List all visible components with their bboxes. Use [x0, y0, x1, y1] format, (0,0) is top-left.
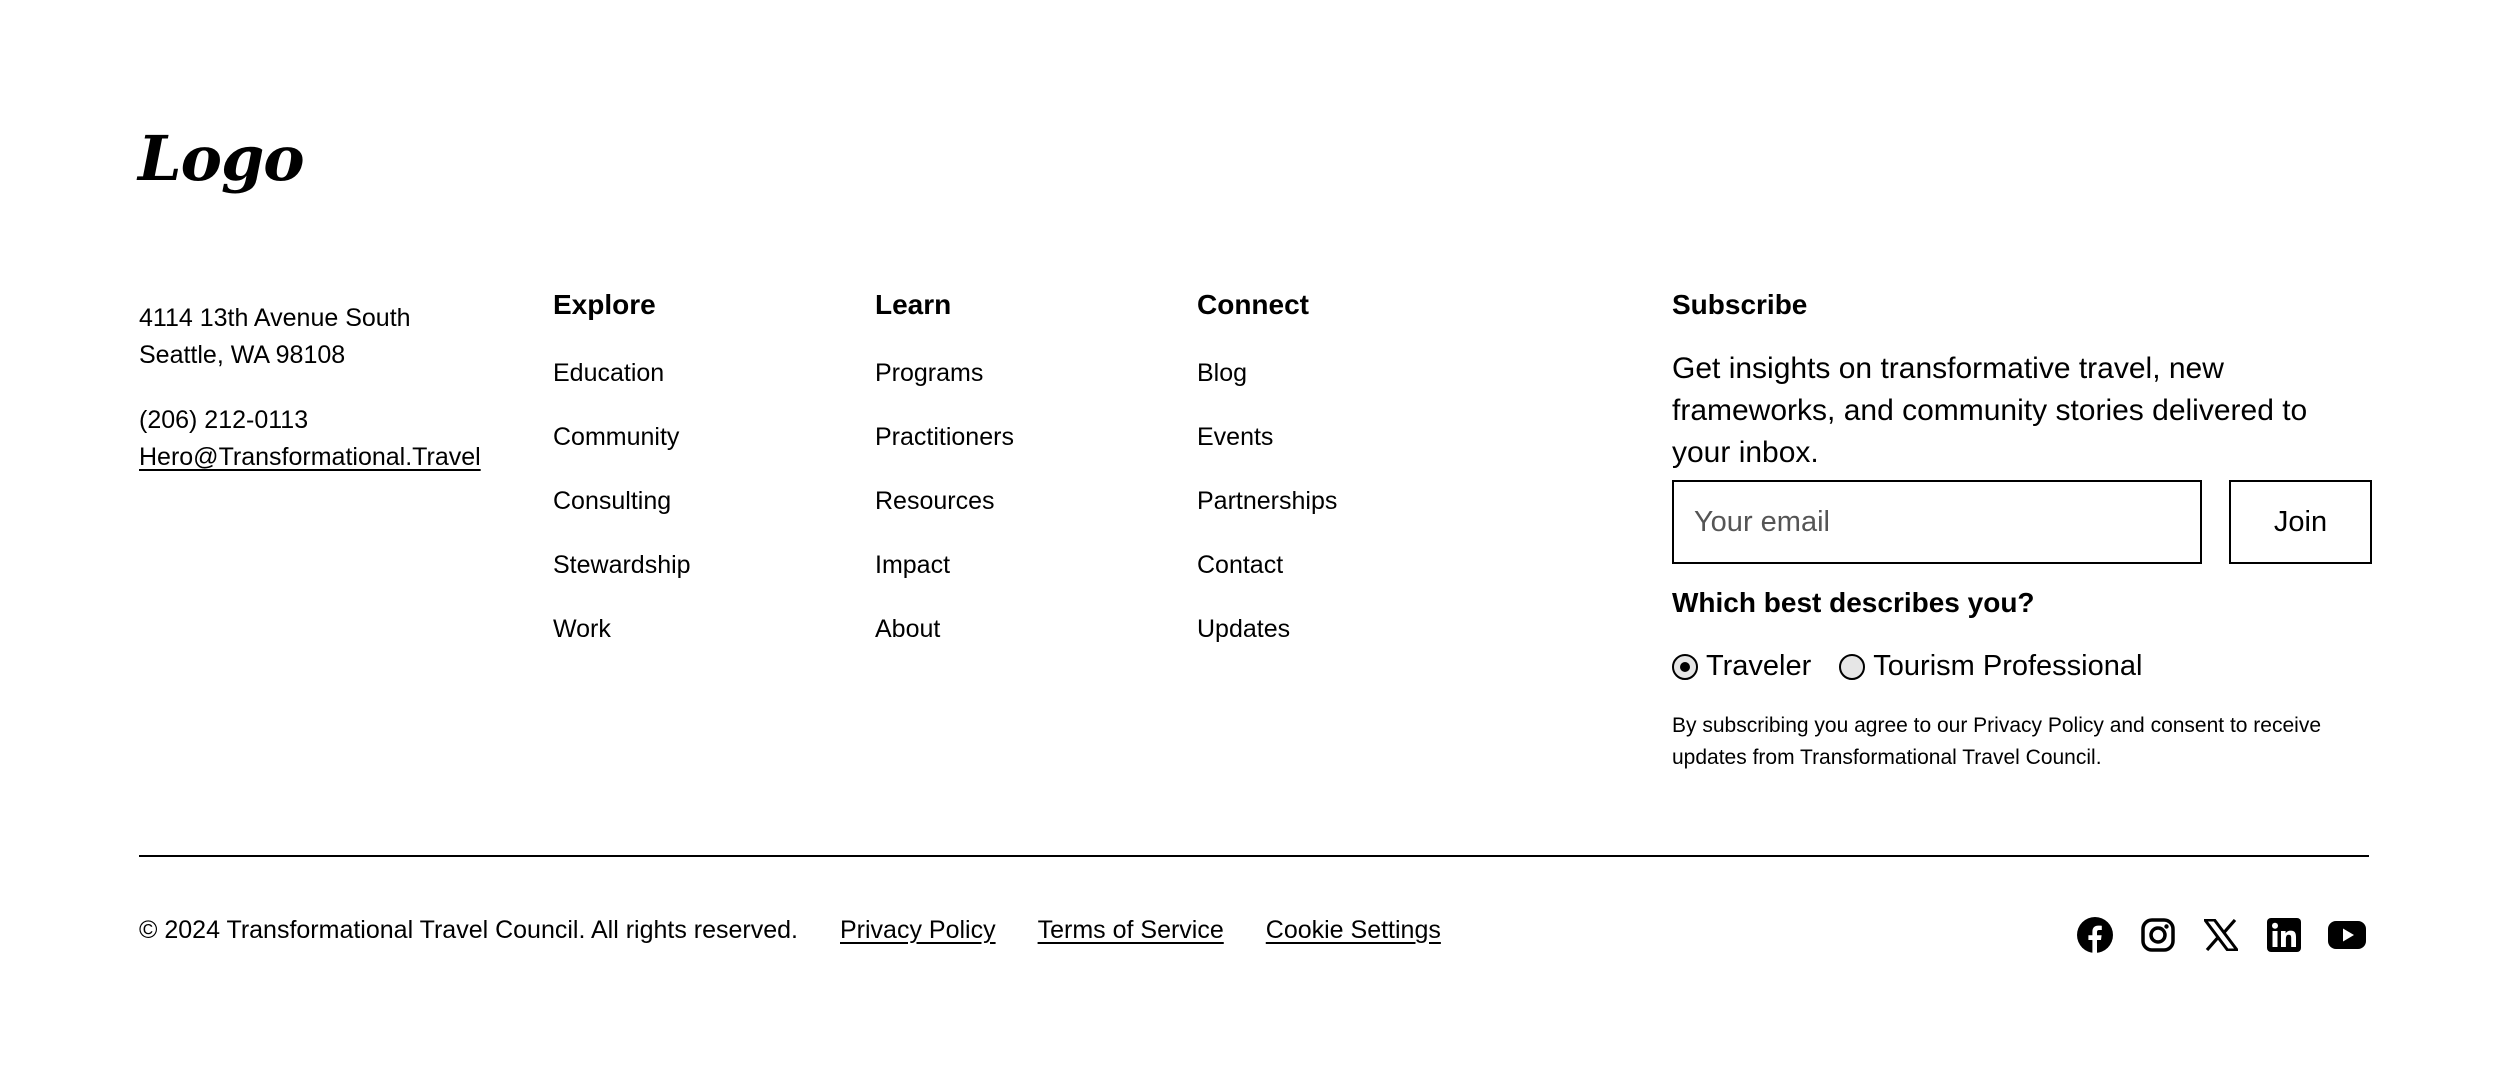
learn-link-impact[interactable]: Impact [875, 551, 951, 579]
email-input[interactable] [1672, 480, 2202, 564]
radio-tourism-professional-label: Tourism Professional [1873, 650, 2143, 682]
copyright-text: © 2024 Transformational Travel Council. All rights reserved. [139, 916, 798, 944]
learn-link-about[interactable]: About [875, 615, 941, 643]
youtube-icon[interactable] [2328, 916, 2366, 954]
x-icon[interactable] [2202, 916, 2240, 954]
learn-link-resources[interactable]: Resources [875, 487, 995, 515]
explore-column [553, 290, 691, 678]
connect-link-contact[interactable]: Contact [1197, 551, 1284, 579]
subscribe-section [1672, 289, 2372, 769]
footer-divider [139, 855, 2369, 857]
address-line-1: 4114 13th Avenue South [139, 304, 411, 332]
terms-of-service-link[interactable]: Terms of Service [1037, 916, 1224, 944]
learn-heading: Learn [875, 289, 952, 320]
privacy-policy-link[interactable]: Privacy Policy [840, 916, 996, 944]
radio-traveler-button[interactable] [1672, 654, 1698, 680]
explore-link-community[interactable]: Community [553, 423, 680, 451]
phone-number: (206) 212-0113 [139, 406, 309, 434]
join-button[interactable]: Join [2229, 480, 2372, 564]
contact-info [139, 300, 481, 476]
connect-link-events[interactable]: Events [1197, 423, 1274, 451]
explore-link-consulting[interactable]: Consulting [553, 487, 672, 515]
learn-link-programs[interactable]: Programs [875, 359, 984, 387]
connect-link-partnerships[interactable]: Partnerships [1197, 487, 1338, 515]
social-links [2076, 916, 2366, 954]
cookie-settings-link[interactable]: Cookie Settings [1265, 916, 1441, 944]
explore-link-work[interactable]: Work [553, 615, 611, 643]
address-line-2: Seattle, WA 98108 [139, 341, 346, 369]
logo[interactable]: Logo [138, 122, 304, 195]
subscribe-description: Get insights on transformative travel, new frameworks, and community stories delivered to your inbox. [1672, 352, 2308, 469]
explore-link-education[interactable]: Education [553, 359, 665, 387]
instagram-icon[interactable] [2139, 916, 2177, 954]
email-link[interactable]: Hero@Transformational.Travel [139, 443, 481, 471]
explore-link-stewardship[interactable]: Stewardship [553, 551, 691, 579]
learn-link-practitioners[interactable]: Practitioners [875, 423, 1014, 451]
audience-question: Which best describes you? [1672, 587, 2035, 618]
radio-tourism-professional[interactable] [1839, 650, 2142, 683]
connect-link-updates[interactable]: Updates [1197, 615, 1291, 643]
legal-bar [139, 915, 1483, 945]
learn-column [875, 290, 1014, 678]
connect-link-blog[interactable]: Blog [1197, 359, 1248, 387]
connect-heading: Connect [1197, 289, 1309, 320]
facebook-icon[interactable] [2076, 916, 2114, 954]
radio-tourism-professional-button[interactable] [1839, 654, 1865, 680]
connect-column [1197, 290, 1337, 678]
explore-heading: Explore [553, 289, 656, 320]
subscribe-heading: Subscribe [1672, 289, 1808, 320]
audience-radio-group [1672, 650, 2170, 683]
radio-traveler[interactable] [1672, 650, 1811, 683]
radio-traveler-label: Traveler [1706, 650, 1812, 682]
consent-text: By subscribing you agree to our Privacy Policy and consent to receive updates from Transformational Travel Council. [1672, 714, 2322, 769]
subscribe-form [1672, 480, 2372, 566]
linkedin-icon[interactable] [2265, 916, 2303, 954]
